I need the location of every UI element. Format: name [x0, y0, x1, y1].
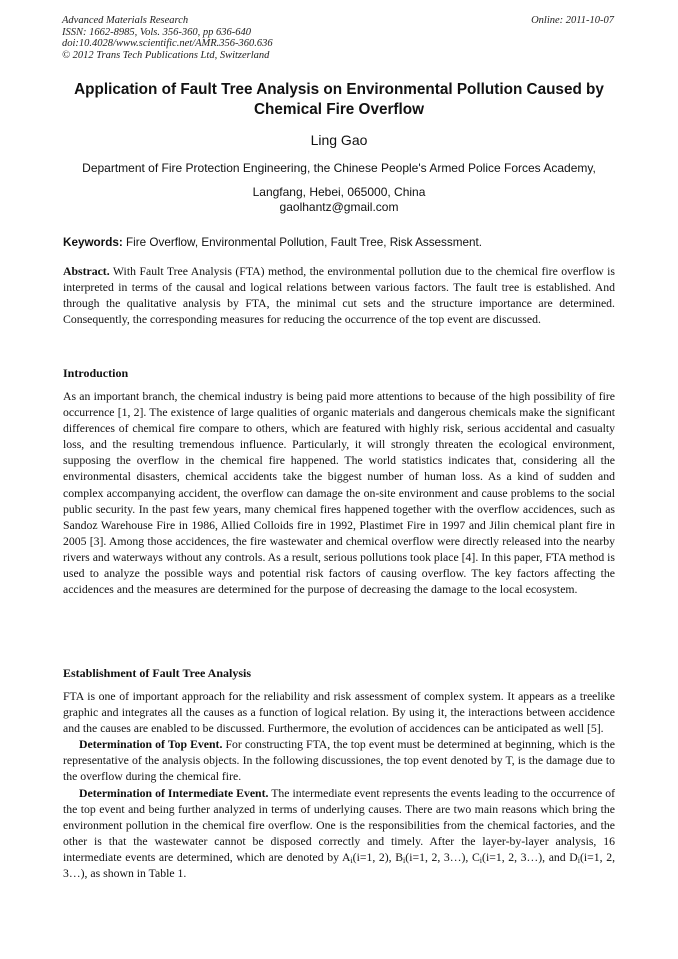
keywords [63, 236, 615, 249]
intermediate-event-label: Determination of Intermediate Event. [79, 786, 269, 800]
keywords-text: Fire Overflow, Environmental Pollution, Fault Tree, Risk Assessment. [122, 236, 482, 249]
affiliation-line-2: Langfang, Hebei, 065000, China [252, 185, 426, 199]
intermediate-event-paragraph [63, 786, 615, 883]
affiliation-line-1: Department of Fire Protection Engineering, the Chinese People's Armed Police Forces Academy, [82, 161, 596, 175]
abstract [63, 264, 615, 328]
symbol-d-range: (i=1, 2, 3…), as shown in Table 1. [63, 850, 616, 881]
paper-author: Ling Gao [310, 132, 368, 148]
journal-header [62, 15, 273, 61]
intermediate-event-text: The intermediate event represents the events leading to the occurrence of the top event and being further analyzed in terms of underlying causes. There are two main reasons which bring the environment pollution in the chemical fire overflow. One is the responsibilities from the chemical factories, and the other is that the wastewater cannot be disposed correctly and timely. After the layer-by-layer analysis, 16 intermediate events are determined, which are denoted by [63, 786, 615, 864]
symbol-c-sub: i [479, 855, 483, 865]
journal-doi: doi:10.4028/www.scientific.net/AMR.356-360.636 [62, 38, 273, 49]
online-date: Online: 2011-10-07 [531, 15, 614, 26]
symbol-d: D [569, 850, 578, 864]
symbol-b-sub: i [403, 855, 406, 865]
symbol-a-sub: i [350, 855, 353, 865]
journal-issn: ISSN: 1662-8985, Vols. 356-360, pp 636-640 [62, 26, 251, 38]
symbol-c-range: (i=1, 2, 3…), and [482, 850, 570, 864]
abstract-label: Abstract. [63, 265, 110, 278]
paper-affiliation [40, 156, 638, 204]
top-event-label: Determination of Top Event. [79, 738, 223, 752]
introduction-text: As an important branch, the chemical industry is being paid more attentions to because of the high possibility of fire occurrence [1, 2]. The existence of large qualities of organic materials and dangerous chemicals make the significant differences of chemical fire compare to others, which are featured with highly risk, serious accidental and casualty loss, and the resulting tremendous influence. Particularly, it will strongly threaten the ecological environment, supposing the overflow in the chemical fire happened. The world statistics indicates that, considering all the environmental disasters, chemical accidents take the biggest number of human loss. As a kind of sudden and complex accompanying accident, the overflow can damage the on-site environment and cause problems to the social public security. In the past few years, many chemical fires happened together with the overflow accidences, such as Sandoz Warehouse Fire in 1986, Allied Colloids fire in 1992, Plastimet Fire in 1997 and Jilin chemical plant fire in 2005 [3]. Among those accidences, the fire wastewater and chemical overflow were directly released into the nearby rivers and waterways without any controls. As a result, serious pollutions took place [4]. In this paper, FTA method is used to analyze the possible ways and potential risk factors of causing overflow. The key factors affecting the accidences and the measures are determined for the purpose of decreasing the damage to the local ecosystem. [63, 390, 615, 597]
journal-name: Advanced Materials Research [62, 15, 189, 26]
symbol-d-sub: i [577, 855, 580, 865]
journal-copyright: © 2012 Trans Tech Publications Ltd, Switzerland [62, 49, 270, 61]
symbol-a-range: (i=1, 2), [352, 850, 396, 864]
abstract-text: With Fault Tree Analysis (FTA) method, the environmental pollution due to the chemical fire overflow is interpreted in terms of the causal and logical relations between various factors. The fault tree is established. And through the qualitative analysis by FTA, the minimal cut sets and the structure importance are determined. Consequently, the corresponding measures for reducing the occurrence of the top event are discussed. [63, 265, 615, 327]
introduction-heading: Introduction [63, 366, 129, 380]
author-email: gaolhantz@gmail.com [279, 200, 399, 214]
symbol-c: C [471, 850, 480, 864]
top-event-text: For constructing FTA, the top event must be determined at beginning, which is the representative of the analysis objects. In the following discussiones, the top event denoted by T, is the damage due to the overflow during the chemical fire. [63, 738, 615, 784]
fta-paragraph: FTA is one of important approach for the reliability and risk assessment of complex system. It appears as a treelike graphic and integrates all the causes as a function of logical relation. By using it, the interactions between accidence and the causes are enabled to be discussed. Furthermore, the evolution of accidences can be anticipated as well [5]. [63, 690, 615, 736]
keywords-label: Keywords: [63, 236, 123, 249]
symbol-b: B [395, 850, 404, 864]
top-event-paragraph [63, 737, 615, 785]
establishment-section [63, 689, 615, 882]
paper-title: Application of Fault Tree Analysis on Environmental Pollution Caused by Chemical Fire Overflow [74, 81, 604, 118]
symbol-a: A [341, 850, 351, 864]
establishment-heading: Establishment of Fault Tree Analysis [63, 666, 252, 680]
symbol-b-range: (i=1, 2, 3…), [405, 850, 472, 864]
